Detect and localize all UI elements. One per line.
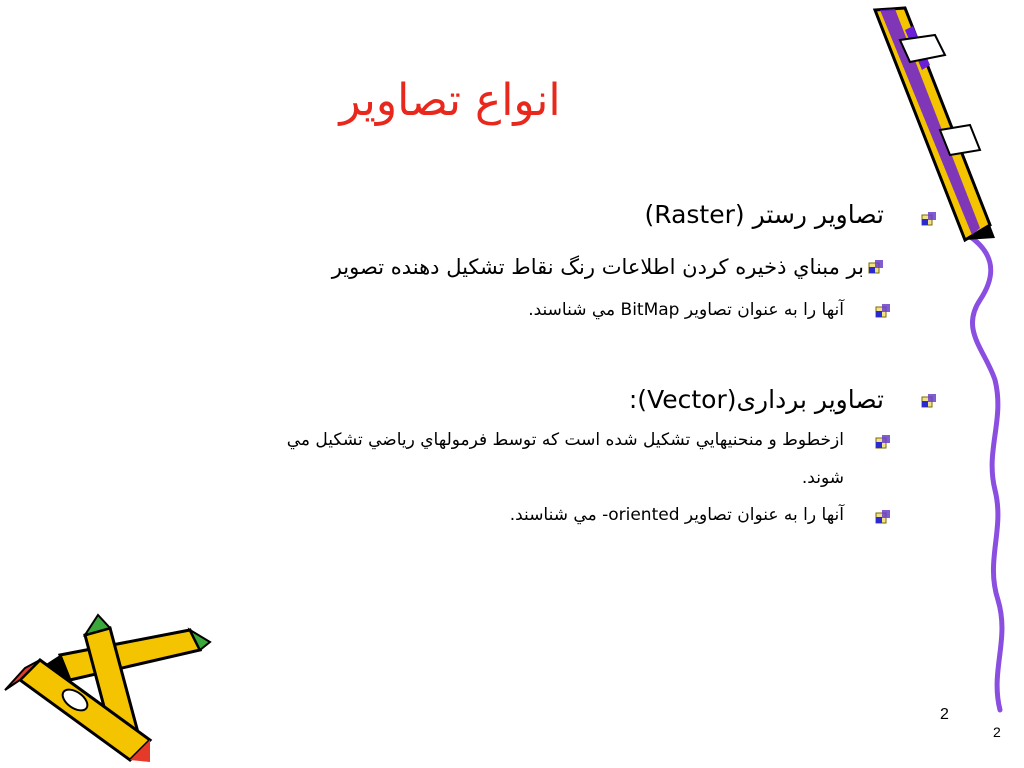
3d-cube-bullet-icon	[867, 258, 885, 276]
list-item	[144, 255, 864, 279]
slide-number: 2	[940, 706, 949, 723]
list-item	[124, 430, 844, 450]
list-item	[324, 385, 884, 414]
list-item	[324, 200, 884, 229]
list-item	[344, 300, 844, 320]
list-item-text: آنها را به عنوان تصاوير BitMap مي شناسند.	[528, 300, 844, 320]
list-item-text: ازخطوط و منحنيهايي تشكيل شده است كه توسط فرمولهاي رياضي تشكيل مي	[286, 430, 844, 450]
list-item-text: تصاوير رستر (Raster)	[644, 200, 884, 229]
3d-cube-bullet-icon	[874, 508, 892, 526]
crossed-pencils-icon	[5, 615, 210, 762]
3d-cube-bullet-icon	[874, 433, 892, 451]
footer-page-number: 2	[993, 724, 1001, 740]
list-item-continuation	[644, 468, 844, 488]
list-item-text: بر مبناي ذخيره كردن اطلاعات رنگ نقاط تشكيل دهنده تصوير	[331, 255, 864, 279]
list-item-text: شوند.	[801, 468, 844, 488]
list-item-text: تصاوير بردارى(Vector):	[628, 385, 884, 414]
3d-cube-bullet-icon	[874, 302, 892, 320]
squiggle-line-icon	[968, 235, 1002, 710]
pencil-icon	[875, 8, 995, 240]
list-item-text: آنها را به عنوان تصاوير oriented- مي شناسند.	[509, 505, 844, 525]
3d-cube-bullet-icon	[920, 392, 938, 410]
slide-title: انواع تصاوير	[339, 75, 561, 126]
3d-cube-bullet-icon	[920, 210, 938, 228]
list-item	[344, 505, 844, 525]
